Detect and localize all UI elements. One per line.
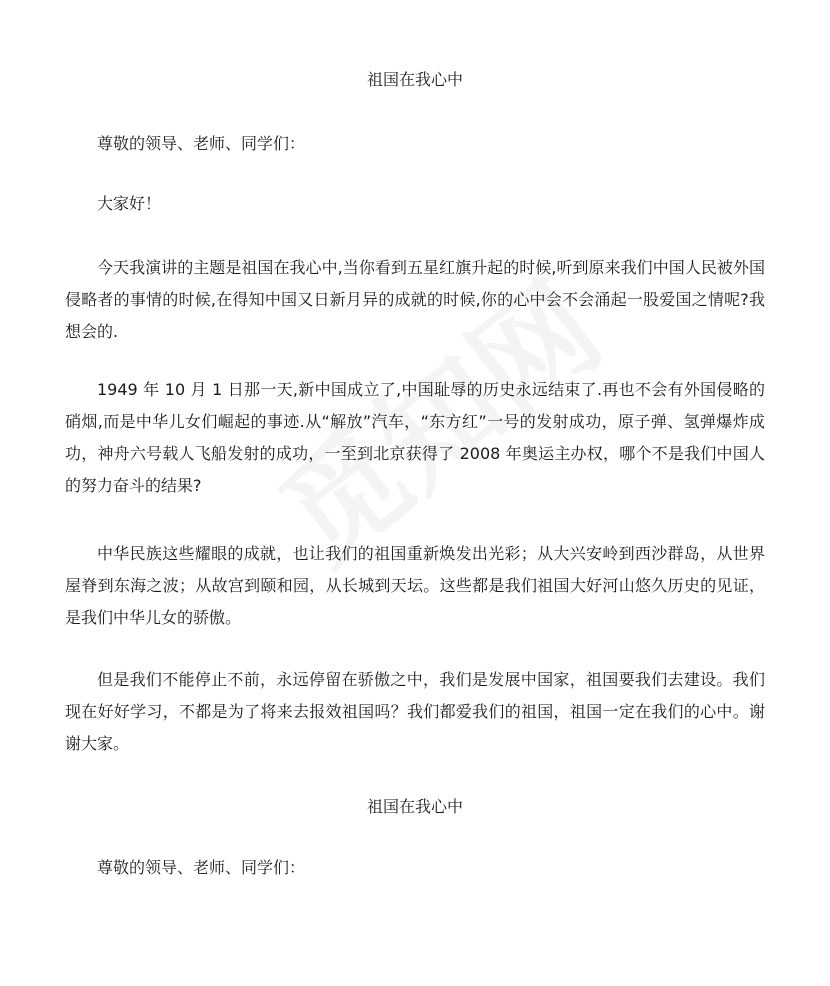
greeting: 尊敬的领导、老师、同学们： (97, 134, 306, 153)
page-title: 祖国在我心中 (366, 70, 463, 89)
paragraph-3: 中华民族这些耀眼的成就，也让我们的祖国重新焕发出光彩；从大兴安岭到西沙群岛，从世界屋脊到东海之波；从故宫到颐和园，从长城到天坛。这些都是我们祖国大好河山悠久历史的见证，是我们中华儿女的骄傲。 (65, 544, 765, 627)
paragraph-4: 但是我们不能停止不前，永远停留在骄傲之中，我们是发展中国家，祖国要我们去建设。我们现在好好学习，不都是为了将来去报效祖国吗？我们都爱我们的祖国，祖国一定在我们的心中。谢谢大家。 (65, 670, 765, 753)
repeat-greeting: 尊敬的领导、老师、同学们： (97, 858, 306, 877)
hello-line: 大家好！ (97, 194, 162, 213)
repeat-title: 祖国在我心中 (366, 797, 463, 816)
paragraph-1: 今天我演讲的主题是祖国在我心中,当你看到五星红旗升起的时候,听到原来我们中国人民被外国侵略者的事情的时候,在得知中国又日新月异的成就的时候,你的心中会不会涌起一股爱国之情呢?我想会的. (65, 258, 765, 341)
paragraph-2: 1949 年 10 月 1 日那一天,新中国成立了,中国耻辱的历史永远结束了.再也不会有外国侵略的硝烟,而是中华儿女们崛起的事迹.从“解放”汽车，“东方红”一号的发射成功，原子弹、氢弹爆炸成功，神舟六号载人飞船发射的成功，一至到北京获得了 2008 年奥运主办权，哪个不是我们中国人的努力奋斗的结果? (65, 380, 765, 495)
